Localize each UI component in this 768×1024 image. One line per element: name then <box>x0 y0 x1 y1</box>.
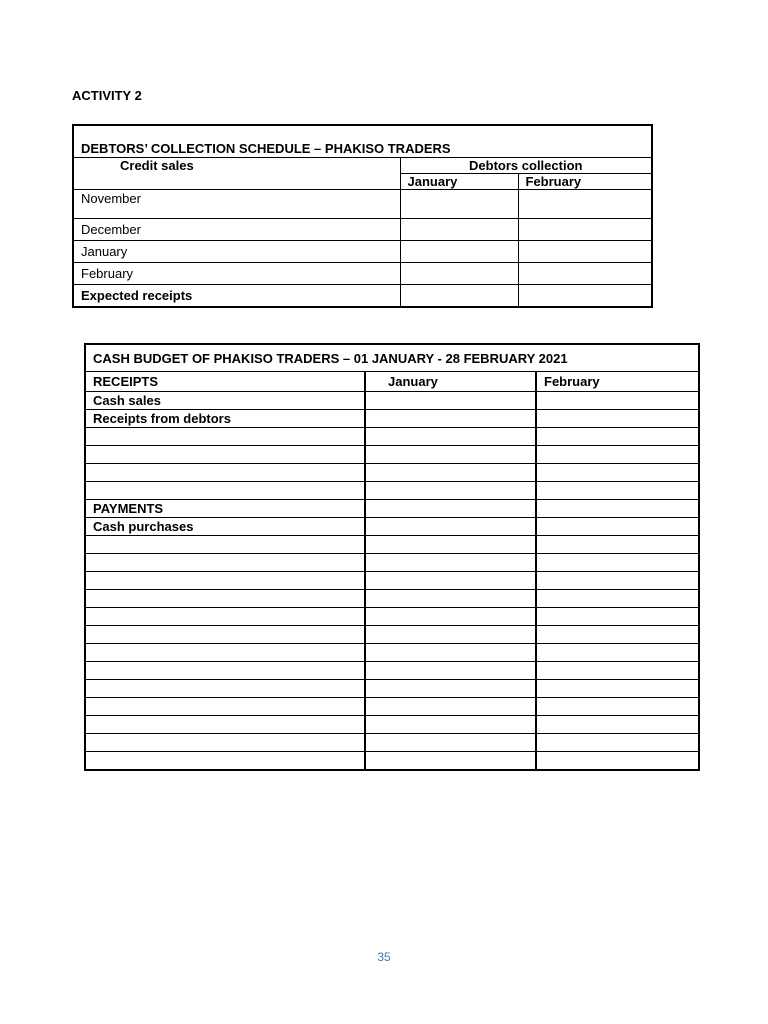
table-row <box>85 446 699 464</box>
row-label[interactable] <box>85 626 365 644</box>
col-receipts: RECEIPTS <box>85 372 365 392</box>
row-label[interactable] <box>85 464 365 482</box>
row-label[interactable] <box>85 554 365 572</box>
row-label[interactable] <box>85 662 365 680</box>
cash-budget-table <box>84 343 700 771</box>
activity-heading: ACTIVITY 2 <box>72 88 142 103</box>
cell-february[interactable] <box>536 752 699 771</box>
row-label: PAYMENTS <box>85 500 365 518</box>
cell-january[interactable] <box>365 662 536 680</box>
cell-january[interactable] <box>365 608 536 626</box>
cell-january[interactable] <box>365 752 536 771</box>
table-row <box>73 263 652 285</box>
cell-february[interactable] <box>536 680 699 698</box>
cell-january[interactable] <box>365 482 536 500</box>
row-label[interactable] <box>85 698 365 716</box>
cell-february[interactable] <box>536 464 699 482</box>
page-number: 35 <box>377 950 391 964</box>
table-row <box>85 734 699 752</box>
cell-february[interactable] <box>536 590 699 608</box>
row-label[interactable] <box>85 590 365 608</box>
cell-january[interactable] <box>365 500 536 518</box>
col-credit-sales: Credit sales <box>73 158 400 190</box>
row-label[interactable] <box>85 680 365 698</box>
cell-february[interactable] <box>536 428 699 446</box>
cell-january[interactable] <box>365 392 536 410</box>
row-label: Receipts from debtors <box>85 410 365 428</box>
table-row <box>85 392 699 410</box>
table-row <box>85 410 699 428</box>
cell-february[interactable] <box>518 241 652 263</box>
row-label[interactable] <box>85 482 365 500</box>
cell-february[interactable] <box>536 698 699 716</box>
row-label[interactable] <box>85 446 365 464</box>
cell-january[interactable] <box>365 518 536 536</box>
cell-february[interactable] <box>536 446 699 464</box>
table-row <box>85 752 699 771</box>
table-row <box>73 285 652 308</box>
row-label: Cash purchases <box>85 518 365 536</box>
row-label: February <box>73 263 400 285</box>
cell-january[interactable] <box>400 263 518 285</box>
table-row <box>85 662 699 680</box>
debtors-collection-schedule <box>72 124 653 308</box>
table-row <box>85 428 699 446</box>
cell-february[interactable] <box>536 626 699 644</box>
cell-january[interactable] <box>365 428 536 446</box>
cell-january[interactable] <box>400 285 518 308</box>
row-label: November <box>73 190 400 219</box>
cell-january[interactable] <box>365 464 536 482</box>
table-row <box>85 464 699 482</box>
col-february: February <box>518 174 652 190</box>
cell-february[interactable] <box>536 410 699 428</box>
cell-february[interactable] <box>536 662 699 680</box>
row-label[interactable] <box>85 716 365 734</box>
col-february: February <box>536 372 699 392</box>
table-row <box>85 554 699 572</box>
cell-january[interactable] <box>365 698 536 716</box>
table-row <box>73 241 652 263</box>
cell-january[interactable] <box>365 536 536 554</box>
cell-february[interactable] <box>536 734 699 752</box>
cell-february[interactable] <box>536 518 699 536</box>
cell-january[interactable] <box>400 241 518 263</box>
cell-january[interactable] <box>365 572 536 590</box>
table-row <box>85 644 699 662</box>
row-label[interactable] <box>85 734 365 752</box>
cell-february[interactable] <box>536 482 699 500</box>
cell-february[interactable] <box>536 572 699 590</box>
cell-january[interactable] <box>365 590 536 608</box>
table-row <box>85 698 699 716</box>
cash-budget-title: CASH BUDGET OF PHAKISO TRADERS – 01 JANUARY - 28 FEBRUARY 2021 <box>85 344 699 372</box>
cell-february[interactable] <box>536 608 699 626</box>
row-label[interactable] <box>85 536 365 554</box>
cell-february[interactable] <box>536 716 699 734</box>
row-label: Cash sales <box>85 392 365 410</box>
cell-january[interactable] <box>365 410 536 428</box>
table-row <box>85 716 699 734</box>
cell-january[interactable] <box>400 219 518 241</box>
cell-january[interactable] <box>365 716 536 734</box>
cell-january[interactable] <box>400 190 518 219</box>
table-row <box>73 219 652 241</box>
cell-january[interactable] <box>365 626 536 644</box>
debtors-schedule-title: DEBTORS’ COLLECTION SCHEDULE – PHAKISO TRADERS <box>73 125 652 158</box>
cell-february[interactable] <box>518 285 652 308</box>
cell-january[interactable] <box>365 644 536 662</box>
cell-january[interactable] <box>365 734 536 752</box>
col-january: January <box>365 372 536 392</box>
cell-january[interactable] <box>365 554 536 572</box>
row-label: December <box>73 219 400 241</box>
table-row <box>85 518 699 536</box>
row-label[interactable] <box>85 644 365 662</box>
cell-january[interactable] <box>365 446 536 464</box>
cell-february[interactable] <box>536 500 699 518</box>
row-label: January <box>73 241 400 263</box>
table-row <box>85 536 699 554</box>
table-row <box>85 680 699 698</box>
col-january: January <box>400 174 518 190</box>
cell-february[interactable] <box>536 554 699 572</box>
cell-february[interactable] <box>518 263 652 285</box>
cell-february[interactable] <box>536 392 699 410</box>
table-row <box>85 482 699 500</box>
cell-february[interactable] <box>518 190 652 219</box>
row-label[interactable] <box>85 428 365 446</box>
cell-february[interactable] <box>536 536 699 554</box>
table-row <box>85 572 699 590</box>
col-debtors-collection: Debtors collection <box>400 158 652 174</box>
table-row <box>85 590 699 608</box>
table-row <box>85 626 699 644</box>
cell-january[interactable] <box>365 680 536 698</box>
table-row <box>73 190 652 219</box>
row-label[interactable] <box>85 608 365 626</box>
row-label[interactable] <box>85 752 365 771</box>
table-row <box>85 608 699 626</box>
row-label[interactable] <box>85 572 365 590</box>
table-row <box>85 500 699 518</box>
cell-february[interactable] <box>536 644 699 662</box>
cell-february[interactable] <box>518 219 652 241</box>
row-label-expected-receipts: Expected receipts <box>73 285 400 308</box>
